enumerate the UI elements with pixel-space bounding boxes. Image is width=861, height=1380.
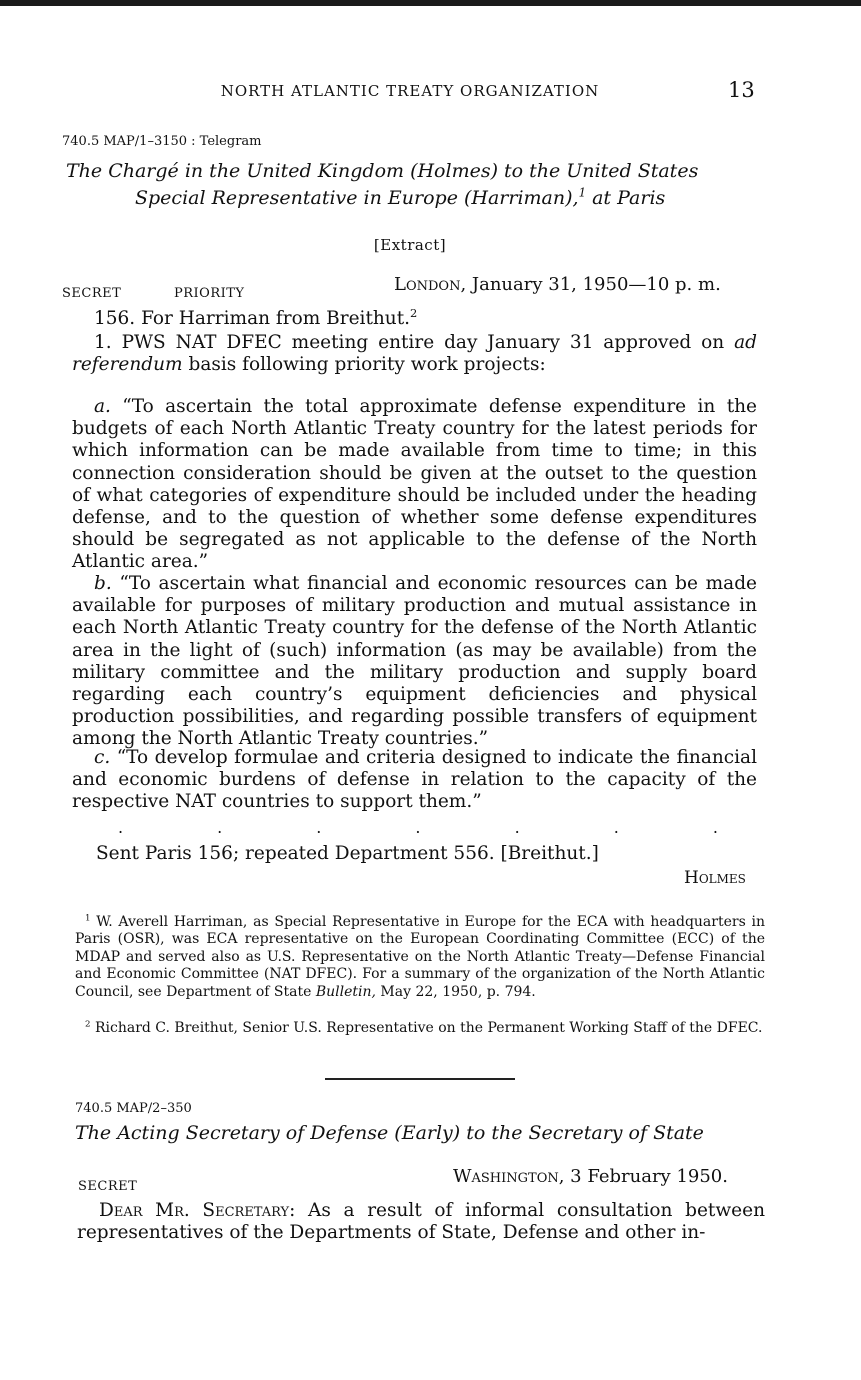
doc2-dateline-date: 3 February 1950.	[564, 1166, 728, 1187]
doc1-item-b	[72, 573, 757, 751]
doc1-paragraph-1-italic: ad referendum	[72, 332, 757, 376]
ellipsis-dot: .	[316, 818, 322, 837]
doc1-paragraph-1	[72, 332, 757, 376]
doc1-item-a	[72, 396, 757, 574]
doc2-classification: SECRET	[78, 1179, 138, 1194]
footnote-2	[75, 1020, 765, 1037]
footnote-1-italic: Bulletin,	[315, 983, 376, 1000]
page-number: 13	[728, 78, 755, 102]
doc1-classification: SECRET	[62, 286, 122, 301]
footnote-1-text-end: May 22, 1950, p. 794.	[375, 983, 536, 1000]
section-divider	[325, 1078, 515, 1080]
doc1-item-c	[72, 747, 757, 814]
ellipsis-row	[118, 818, 718, 837]
footnote-ref-1[interactable]: 1	[578, 185, 587, 200]
doc1-intro	[72, 305, 757, 330]
doc1-closing-line: Sent Paris 156; repeated Department 556. [Breithut.]	[96, 843, 599, 864]
ellipsis-dot: .	[712, 818, 718, 837]
doc1-signature: Holmes	[684, 868, 746, 888]
doc2-title: The Acting Secretary of Defense (Early) to the Secretary of State	[75, 1122, 704, 1144]
ellipsis-dot: .	[613, 818, 619, 837]
doc1-file-id: 740.5 MAP/1–3150 : Telegram	[62, 134, 262, 149]
doc2-file-id: 740.5 MAP/2–350	[75, 1101, 192, 1116]
item-a-text: “To ascertain the total approximate defense expenditure in the budgets of each North Atlantic Treaty country for the latest periods for which information can be made available from time to time; in this connection consideration should be given at the outset to the question of what categories of expenditure should be included under the heading defense, and to the question of whether some defense expenditures should be segregated as not applicable to the defense of the North Atlantic area.”	[72, 396, 757, 573]
doc2-salutation: Dear Mr. Secretary:	[99, 1200, 296, 1221]
footnote-2-text: Richard C. Breithut, Senior U.S. Representative on the Permanent Working Staff of the DFEC.	[90, 1020, 763, 1036]
doc1-title-line2-suffix: at Paris	[586, 187, 666, 209]
doc2-dateline-place: Washington,	[453, 1166, 565, 1187]
doc1-intro-text: 156. For Harriman from Breithut.	[94, 308, 411, 329]
item-c-text: “To develop formulae and criteria designed to indicate the financial and economic burdens of defense in relation to the capacity of the respective NAT countries to support them.”	[72, 747, 757, 813]
doc2-body-text: As a result of informal consultation between representatives of the Departments of State, Defense and other in-	[77, 1200, 765, 1244]
item-a-label: a.	[94, 396, 111, 417]
item-b-label: b.	[94, 573, 112, 594]
doc1-title-line1: The Chargé in the United Kingdom (Holmes) to the United States	[66, 160, 699, 182]
doc2-body	[77, 1200, 765, 1244]
footnote-1-marker: 1	[85, 913, 91, 924]
doc1-priority: PRIORITY	[174, 286, 245, 301]
footnote-ref-2[interactable]: 2	[410, 305, 418, 320]
doc1-title-line2-text: Special Representative in Europe (Harriman),	[135, 187, 579, 209]
ellipsis-dot: .	[217, 818, 223, 837]
doc2-dateline	[453, 1166, 728, 1187]
item-c-label: c.	[94, 747, 111, 768]
ellipsis-dot: .	[118, 818, 124, 837]
footnote-1	[75, 914, 765, 1001]
footnote-1-text: W. Averell Harriman, as Special Representative in Europe for the ECA with headquarters in Paris (OSR), was ECA representative on the European Coordinating Committee (ECC) of the MDAP and served also as U.S. Representative on the North Atlantic Treaty—Defense Financial and Economic Committee (NAT DFEC). For a summary of the organization of the North Atlantic Council, see Department of State	[75, 914, 765, 1000]
doc1-dateline	[394, 274, 721, 295]
doc1-paragraph-1-rest: basis following priority work projects:	[182, 354, 546, 376]
running-header: NORTH ATLANTIC TREATY ORGANIZATION	[220, 82, 600, 100]
extract-label: [Extract]	[373, 236, 447, 254]
footnote-2-marker: 2	[85, 1019, 91, 1030]
ellipsis-dot: .	[415, 818, 421, 837]
ellipsis-dot: .	[514, 818, 520, 837]
item-b-text: “To ascertain what financial and economic resources can be made available for purposes of military production and mutual assistance in each North Atlantic Treaty country for the defense of the North Atlantic area in the light of (such) information (as may be available) from the military committee and the military production and supply board regarding each country’s equipment deficiencies and physical production possibilities, and regarding possible transfers of equipment among the North Atlantic Treaty countries.”	[72, 573, 757, 750]
doc1-title-line2	[135, 187, 665, 209]
doc1-dateline-place: London,	[394, 274, 467, 295]
doc1-dateline-date: January 31, 1950—10 p. m.	[466, 274, 721, 295]
doc1-paragraph-1-text: 1. PWS NAT DFEC meeting entire day January 31 approved on	[94, 332, 735, 353]
